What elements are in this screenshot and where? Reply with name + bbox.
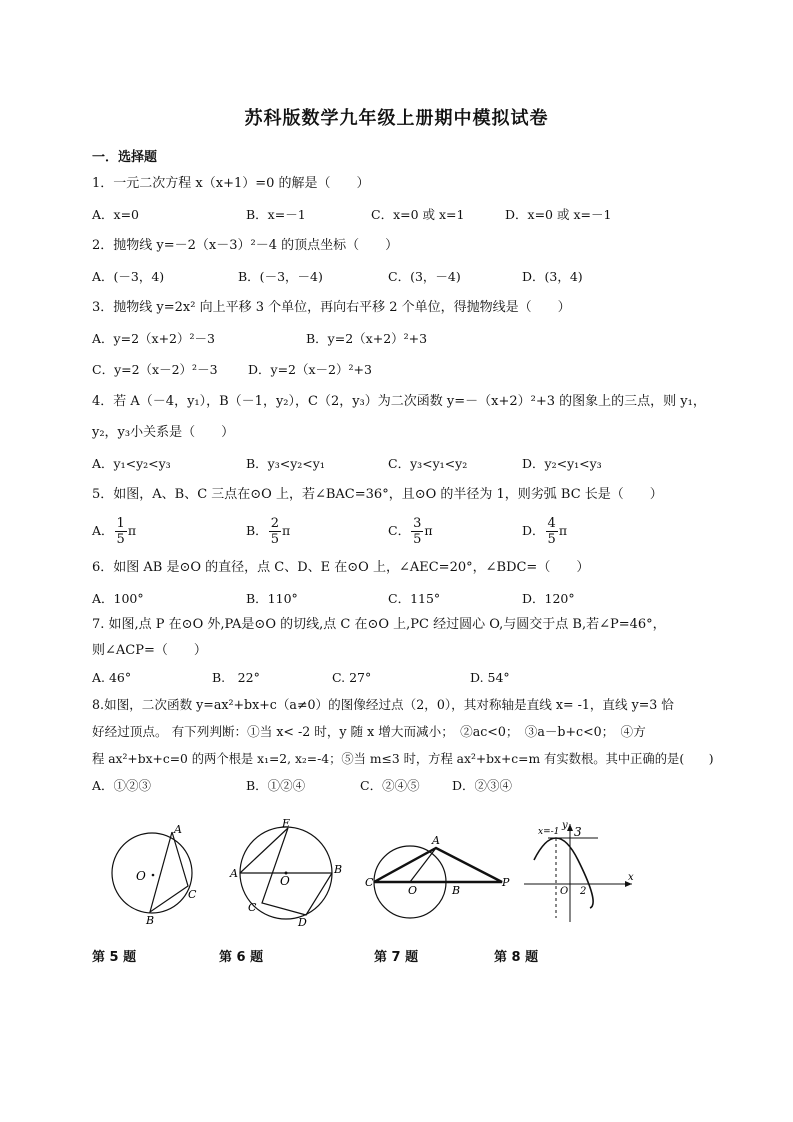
q3-stem: 3．抛物线 y=2x² 向上平移 3 个单位，再向右平移 2 个单位，得抛物线是（ ） xyxy=(92,300,571,315)
q1-stem: 1．一元二次方程 x（x+1）=0 的解是（ ） xyxy=(92,176,370,191)
figure-6-caption: 第 6 题 xyxy=(219,950,264,965)
q8-stem-line2: 好经过顶点。 有下列判断：①当 x< -2 时，y 随 x 增大而减小； ②ac<0； ③a－b+c<0； ④方 xyxy=(92,724,646,739)
q3-option-a: A．y=2（x+2）²－3 xyxy=(92,331,215,346)
fig8-label-axis: x=-1 xyxy=(538,827,560,837)
q8-option-c: C．②④⑤ xyxy=(360,778,420,793)
fig6-label-a: A xyxy=(230,867,238,880)
q4-option-c: C．y₃<y₁<y₂ xyxy=(388,456,468,471)
q8-option-b: B．①②④ xyxy=(246,778,306,793)
fig6-label-b: B xyxy=(334,863,343,876)
figure-7-caption: 第 7 题 xyxy=(374,950,419,965)
fig8-y-arrow-icon xyxy=(567,824,573,831)
figure-7 xyxy=(364,832,514,922)
fig8-label-three: 3 xyxy=(574,825,582,839)
q2-option-c: C．(3，－4) xyxy=(388,269,461,284)
q4-option-d: D．y₂<y₁<y₃ xyxy=(522,456,602,471)
figure-6 xyxy=(228,815,358,927)
fig5-label-a: A xyxy=(174,823,182,836)
fig7-label-o: O xyxy=(408,884,418,897)
fig8-label-x: x xyxy=(628,872,634,883)
figure-5-caption: 第 5 题 xyxy=(92,950,137,965)
q2-option-d: D．(3，4) xyxy=(522,269,583,284)
fig6-label-d: D xyxy=(298,916,307,927)
figure-5 xyxy=(100,818,220,928)
q8-stem-line1: 8.如图，二次函数 y=ax²+bx+c（a≠0）的图像经过点（2，0），其对称轴是直线 x= -1，直线 y=3 恰 xyxy=(92,697,674,712)
q8-option-d: D．②③④ xyxy=(452,778,513,793)
q7-option-a: A. 46° xyxy=(92,670,132,685)
q1-option-b: B．x=－1 xyxy=(246,207,306,222)
section-heading: 一．选择题 xyxy=(92,150,158,165)
q4-option-b: B．y₃<y₂<y₁ xyxy=(246,456,325,471)
q7-option-d: D. 54° xyxy=(470,670,510,685)
q4-stem-line2: y₂，y₃小关系是（ ） xyxy=(92,425,235,440)
q6-option-c: C．115° xyxy=(388,591,441,606)
fig8-parabola xyxy=(534,838,593,908)
q1-option-a: A．x=0 xyxy=(92,207,140,222)
fig7-radius-oa xyxy=(410,848,436,882)
q7-stem-line2: 则∠ACP=（ ） xyxy=(92,643,207,658)
q3-option-d: D．y=2（x－2）²+3 xyxy=(248,362,372,377)
fig8-label-two: 2 xyxy=(580,886,587,897)
q4-stem-line1: 4．若 A（－4，y₁），B（－1，y₂），C（2，y₃）为二次函数 y=－（x+2）²+3 的图象上的三点，则 y₁， xyxy=(92,394,706,409)
fig5-label-c: C xyxy=(188,888,197,901)
q6-stem: 6．如图 AB 是⊙O 的直径，点 C、D、E 在⊙O 上，∠AEC=20°，∠BDC=（ ） xyxy=(92,560,590,575)
q2-option-b: B．(－3，－4) xyxy=(238,269,323,284)
fig7-label-b: B xyxy=(452,884,461,897)
q3-option-b: B．y=2（x+2）²+3 xyxy=(306,331,428,346)
q5-option-d: D． $\frac{4}{5}$ π xyxy=(522,516,568,547)
q1-option-d: D．x=0 或 x=－1 xyxy=(505,207,612,222)
q1-option-c: C．x=0 或 x=1 xyxy=(371,207,465,222)
q3-option-c: C．y=2（x－2）²－3 xyxy=(92,362,218,377)
q5-option-c: C． $\frac{3}{5}$ π xyxy=(388,516,433,547)
q8-option-a: A．①②③ xyxy=(92,778,152,793)
q5-option-b: B． $\frac{2}{5}$ π xyxy=(246,516,291,547)
fig6-label-e: E xyxy=(282,817,291,830)
fig6-label-c: C xyxy=(248,901,257,914)
q2-stem: 2．抛物线 y=－2（x－3）²－4 的顶点坐标（ ） xyxy=(92,238,399,253)
fig5-center-dot xyxy=(152,874,155,877)
q8-stem-line3: 程 ax²+bx+c=0 的两个根是 x₁=2, x₂=-4；⑤当 m≤3 时，方程 ax²+bx+c=m 有实数根。其中正确的是( ) xyxy=(92,752,714,766)
fig7-triangle xyxy=(374,848,502,882)
figure-8-caption: 第 8 题 xyxy=(494,950,539,965)
fig7-label-p: P xyxy=(502,876,510,889)
q6-option-a: A．100° xyxy=(92,591,144,606)
q6-option-b: B．110° xyxy=(246,591,298,606)
fig8-label-o: O xyxy=(560,886,569,897)
q6-option-d: D．120° xyxy=(522,591,575,606)
figure-8 xyxy=(520,818,640,928)
page-title: 苏科版数学九年级上册期中模拟试卷 xyxy=(244,108,549,129)
q7-stem-line1: 7. 如图,点 P 在⊙O 外,PA是⊙O 的切线,点 C 在⊙O 上,PC 经过圆心 O,与圆交于点 B,若∠P=46°， xyxy=(92,617,666,632)
fig5-label-o: O xyxy=(136,869,146,883)
q2-option-a: A．(－3，4) xyxy=(92,269,165,284)
q4-option-a: A．y₁<y₂<y₃ xyxy=(92,456,171,471)
q5-stem: 5．如图，A、B、C 三点在⊙O 上，若∠BAC=36°，且⊙O 的半径为 1，则劣弧 BC 长是（ ） xyxy=(92,487,663,502)
fig5-label-b: B xyxy=(146,914,155,927)
fig7-label-a: A xyxy=(432,834,440,847)
fig8-label-y: y xyxy=(562,820,568,831)
q7-option-c: C. 27° xyxy=(332,670,372,685)
q5-option-a: A． $\frac{1}{5}$ π xyxy=(92,516,137,547)
fig7-label-c: C xyxy=(365,876,374,889)
fig5-circle xyxy=(112,833,192,913)
fig6-label-o: O xyxy=(280,874,290,888)
q7-option-b: B. 22° xyxy=(212,670,260,685)
